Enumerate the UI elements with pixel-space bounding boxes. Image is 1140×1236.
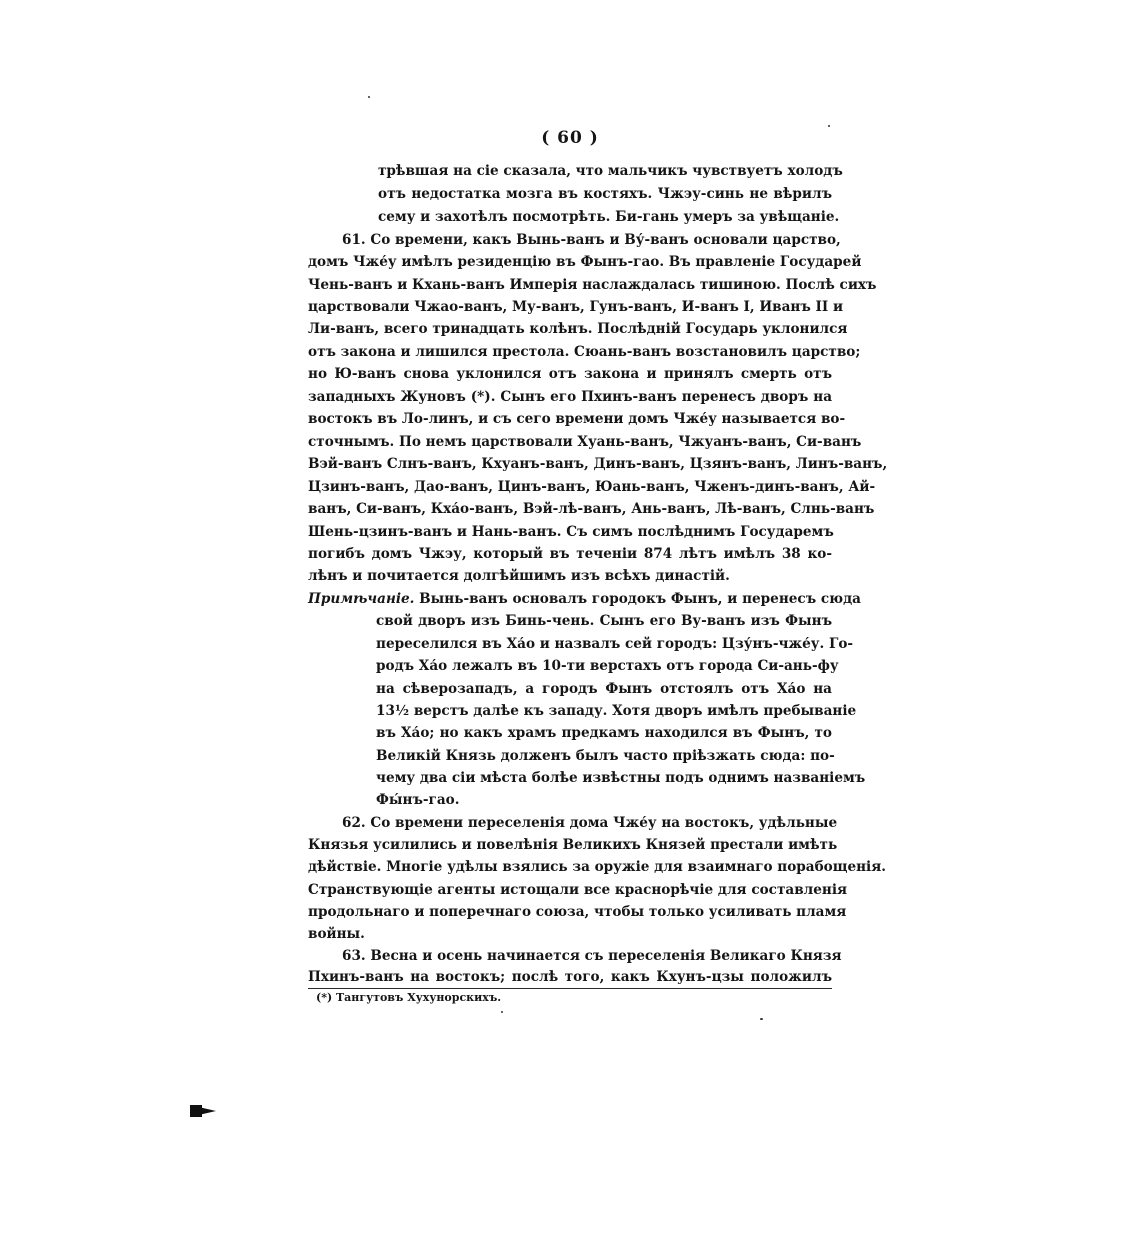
scan-speck	[760, 1018, 763, 1020]
note-text: Вынь-ванъ основалъ городокъ Фынъ, и перенесъ сюда	[414, 591, 861, 607]
text-line: Шень-цзинъ-ванъ и Нань-ванъ. Съ симъ послѣднимъ Государемъ	[308, 524, 834, 540]
paragraph-61-start: 61. Со времени, какъ Вынь-ванъ и Ву́-ванъ основали царство,	[342, 232, 841, 248]
paragraph-62-start: 62. Со времени переселенія дома Чже́у на востокъ, удѣльные	[342, 815, 838, 831]
text-line: войны.	[308, 926, 365, 942]
note-first-line	[308, 588, 861, 610]
note-label: Примѣчаніе.	[308, 591, 415, 607]
note-line: въ Ха́о; но какъ храмъ предкамъ находился въ Фынъ, то	[376, 725, 832, 741]
text-line: востокъ въ Ло-линъ, и съ сего времени домъ Чже́у называется во-	[308, 411, 846, 427]
scan-speck	[501, 1011, 503, 1013]
text-line: отъ закона и лишился престола. Сюань-ванъ возстановилъ царство;	[308, 344, 861, 360]
note-line: чему два сіи мѣста болѣе извѣстны подъ однимъ названіемъ	[376, 770, 866, 786]
text-line: ванъ, Си-ванъ, Кха́о-ванъ, Вэй-лѣ-ванъ, Ань-ванъ, Лѣ-ванъ, Слнь-ванъ	[308, 501, 875, 517]
scan-speck	[368, 96, 370, 98]
text-line: Странствующіе агенты истощали все краснорѣчіе для составленія	[308, 882, 848, 898]
page-tab-mark	[190, 1105, 216, 1117]
text-line: погибъ домъ Чжэу, который въ теченіи 874 лѣтъ имѣлъ 38 ко-	[308, 546, 832, 562]
text-line: продольнаго и поперечнаго союза, чтобы только усиливать пламя	[308, 904, 847, 920]
page-number: ( 60 )	[541, 128, 599, 148]
text-line: дѣйствіе. Многіе удѣлы взялись за оружіе для взаимнаго порабощенія.	[308, 859, 886, 875]
text-line: сточнымъ. По немъ царствовали Хуань-ванъ, Чжуанъ-ванъ, Си-ванъ	[308, 434, 862, 450]
note-line: родъ Ха́о лежалъ въ 10-ти верстахъ отъ города Си-ань-фу	[376, 658, 839, 674]
note-line: свой дворъ изъ Бинь-чень. Сынъ его Ву-ванъ изъ Фынъ	[376, 613, 832, 629]
note-line: переселился въ Ха́о и назвалъ сей городъ: Цзу́нъ-чже́у. Го-	[376, 636, 854, 652]
text-line: но Ю-ванъ снова уклонился отъ закона и принялъ смерть отъ	[308, 366, 832, 382]
text-line: сему и захотѣлъ посмотрѣть. Би-гань умеръ за увѣщаніе.	[378, 209, 840, 225]
text-line: лѣнъ и почитается долгѣйшимъ изъ всѣхъ династій.	[308, 568, 730, 584]
text-line: трѣвшая на сіе сказала, что мальчикъ чувствуетъ холодъ	[378, 163, 843, 179]
text-line: Князья усилились и повелѣнія Великихъ Князей престали имѣть	[308, 837, 838, 853]
paragraph-63-start: 63. Весна и осень начинается съ переселенія Великаго Князя	[342, 948, 842, 964]
text-line: Пхинъ-ванъ на востокъ; послѣ того, какъ Кхунъ-цзы положилъ	[308, 969, 832, 985]
text-line: Вэй-ванъ Слнъ-ванъ, Кхуанъ-ванъ, Динъ-ванъ, Цзянъ-ванъ, Линъ-ванъ,	[308, 456, 888, 472]
text-line: Чень-ванъ и Кхань-ванъ Имперія наслаждалась тишиною. Послѣ сихъ	[308, 277, 877, 293]
footnote: (*) Тангутовъ Хухунорскихъ.	[316, 991, 502, 1004]
footnote-rule	[308, 988, 832, 989]
text-line: домъ Чже́у имѣлъ резиденцію въ Фынъ-гао. Въ правленіе Государей	[308, 254, 862, 270]
note-line: на сѣверозападъ, а городъ Фынъ отстоялъ отъ Ха́о на	[376, 681, 832, 697]
scan-speck	[828, 125, 830, 127]
note-line: 13½ верстъ далѣе къ западу. Хотя дворъ имѣлъ пребываніе	[376, 703, 857, 719]
text-line: отъ недостатка мозга въ костяхъ. Чжэу-синь не вѣрилъ	[378, 186, 832, 202]
text-line: западныхъ Жуновъ (*). Сынъ его Пхинъ-ванъ перенесъ дворъ на	[308, 389, 832, 405]
text-line: Цзинъ-ванъ, Дао-ванъ, Цинъ-ванъ, Юань-ванъ, Чженъ-динъ-ванъ, Ай-	[308, 479, 876, 495]
text-line: царствовали Чжао-ванъ, Му-ванъ, Гунъ-ванъ, И-ванъ I, Иванъ II и	[308, 299, 844, 315]
note-line: Великій Князь долженъ былъ часто пріѣзжать сюда: по-	[376, 748, 835, 764]
note-line: Фы́нъ-гао.	[376, 792, 460, 808]
text-line: Ли-ванъ, всего тринадцать колѣнъ. Послѣдній Государь уклонился	[308, 321, 848, 337]
